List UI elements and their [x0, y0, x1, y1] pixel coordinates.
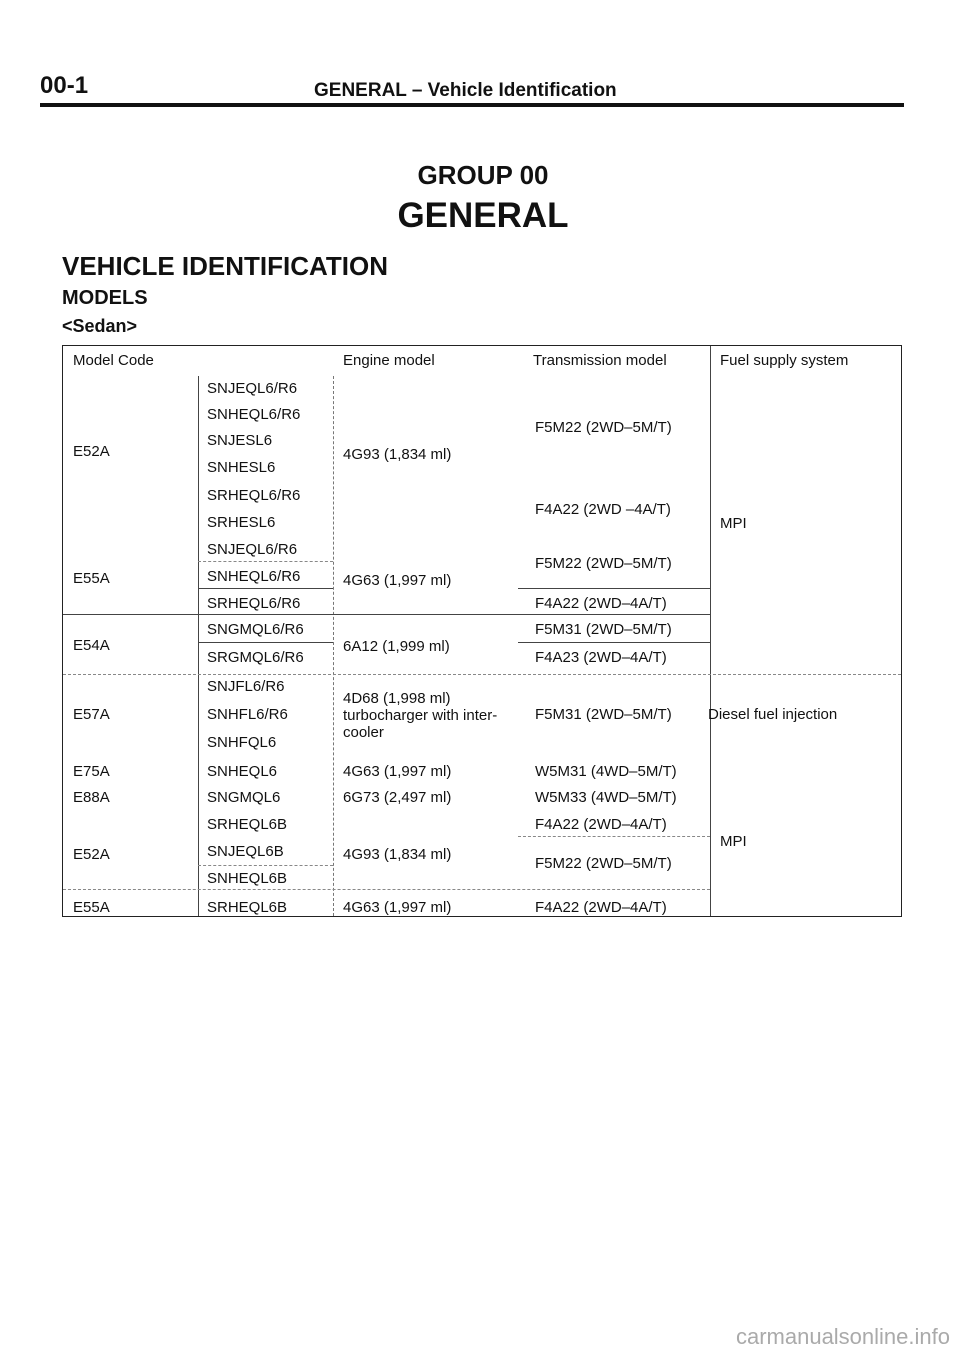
body-type-label: <Sedan> [62, 316, 138, 336]
variant-cell: SNHFQL6 [207, 734, 277, 751]
models-table [62, 345, 902, 917]
variant-cell: SRHEQL6B [207, 899, 288, 916]
transmission-cell: F4A22 (2WD–4A/T) [535, 595, 667, 612]
transmission-cell: F5M31 (2WD–5M/T) [535, 706, 672, 723]
row-line [63, 889, 710, 890]
row-line [198, 865, 333, 866]
row-line [198, 561, 333, 562]
engine-cell: 4G63 (1,997 ml) [343, 572, 452, 589]
variant-cell: SRHESL6 [207, 514, 276, 531]
header-engine-model: Engine model [343, 352, 435, 369]
model-code-cell: E75A [73, 763, 110, 780]
row-line [63, 614, 710, 615]
model-code-cell: E52A [73, 846, 110, 863]
transmission-cell: W5M31 (4WD–5M/T) [535, 763, 677, 780]
model-code-cell: E88A [73, 789, 110, 806]
fuel-supply-cell: MPI [720, 515, 747, 532]
watermark: carmanualsonline.info [735, 1324, 950, 1349]
variant-cell: SNHEQL6B [207, 870, 288, 887]
header-rule [40, 103, 904, 107]
page-header-title: GENERAL – Vehicle Identification [314, 80, 617, 101]
engine-cell: 4G93 (1,834 ml) [343, 846, 452, 863]
model-code-cell: E54A [73, 637, 110, 654]
variant-cell: SNJEQL6/R6 [207, 541, 298, 558]
engine-cell: 4G63 (1,997 ml) [343, 763, 452, 780]
page-code: 00-1 [40, 72, 89, 99]
divider-variant [198, 376, 199, 916]
section-title: VEHICLE IDENTIFICATION [62, 251, 388, 281]
model-code-cell: E55A [73, 570, 110, 587]
transmission-cell: F4A22 (2WD–4A/T) [535, 899, 667, 916]
transmission-cell: F4A23 (2WD–4A/T) [535, 649, 667, 666]
row-line [518, 836, 710, 837]
variant-cell: SNHEQL6/R6 [207, 568, 301, 585]
transmission-cell: F4A22 (2WD–4A/T) [535, 816, 667, 833]
row-line [63, 674, 901, 675]
group-name: GENERAL [397, 196, 569, 235]
variant-cell: SRHEQL6/R6 [207, 595, 301, 612]
group-label: GROUP 00 [417, 160, 549, 190]
variant-cell: SRHEQL6/R6 [207, 487, 301, 504]
model-code-cell: E57A [73, 706, 110, 723]
variant-cell: SRHEQL6B [207, 816, 288, 833]
transmission-cell: W5M33 (4WD–5M/T) [535, 789, 677, 806]
variant-cell: SNHEQL6 [207, 763, 278, 780]
variant-cell: SNHEQL6/R6 [207, 406, 301, 423]
row-line [518, 588, 710, 589]
engine-cell: 6G73 (2,497 ml) [343, 789, 452, 806]
row-line [518, 642, 710, 643]
transmission-cell: F5M22 (2WD–5M/T) [535, 555, 672, 572]
engine-cell: 6A12 (1,999 ml) [343, 638, 450, 655]
variant-cell: SNJESL6 [207, 432, 273, 449]
engine-cell: 4G63 (1,997 ml) [343, 899, 452, 916]
transmission-cell: F5M31 (2WD–5M/T) [535, 621, 672, 638]
variant-cell: SNGMQL6 [207, 789, 281, 806]
engine-cell: 4D68 (1,998 ml) turbocharger with inter-cooler [343, 690, 498, 741]
row-line [198, 642, 333, 643]
transmission-cell: F5M22 (2WD–5M/T) [535, 419, 672, 436]
transmission-cell: F5M22 (2WD–5M/T) [535, 855, 672, 872]
fuel-supply-cell: Diesel fuel injection [708, 706, 838, 723]
variant-cell: SNJFL6/R6 [207, 678, 285, 695]
variant-cell: SRGMQL6/R6 [207, 649, 304, 666]
subsection-title: MODELS [62, 287, 148, 309]
variant-cell: SNGMQL6/R6 [207, 621, 304, 638]
variant-cell: SNHFL6/R6 [207, 706, 288, 723]
variant-cell: SNJEQL6B [207, 843, 284, 860]
header-model-code: Model Code [73, 352, 154, 369]
variant-cell: SNJEQL6/R6 [207, 380, 298, 397]
model-code-cell: E55A [73, 899, 110, 916]
header-fuel-supply: Fuel supply system [720, 352, 849, 369]
transmission-cell: F4A22 (2WD –4A/T) [535, 501, 671, 518]
engine-cell: 4G93 (1,834 ml) [343, 446, 452, 463]
divider-engine [333, 376, 334, 916]
header-transmission-model: Transmission model [533, 352, 667, 369]
model-code-cell: E52A [73, 443, 110, 460]
divider-fuel [710, 346, 711, 916]
fuel-supply-cell: MPI [720, 833, 747, 850]
row-line [198, 588, 333, 589]
variant-cell: SNHESL6 [207, 459, 276, 476]
